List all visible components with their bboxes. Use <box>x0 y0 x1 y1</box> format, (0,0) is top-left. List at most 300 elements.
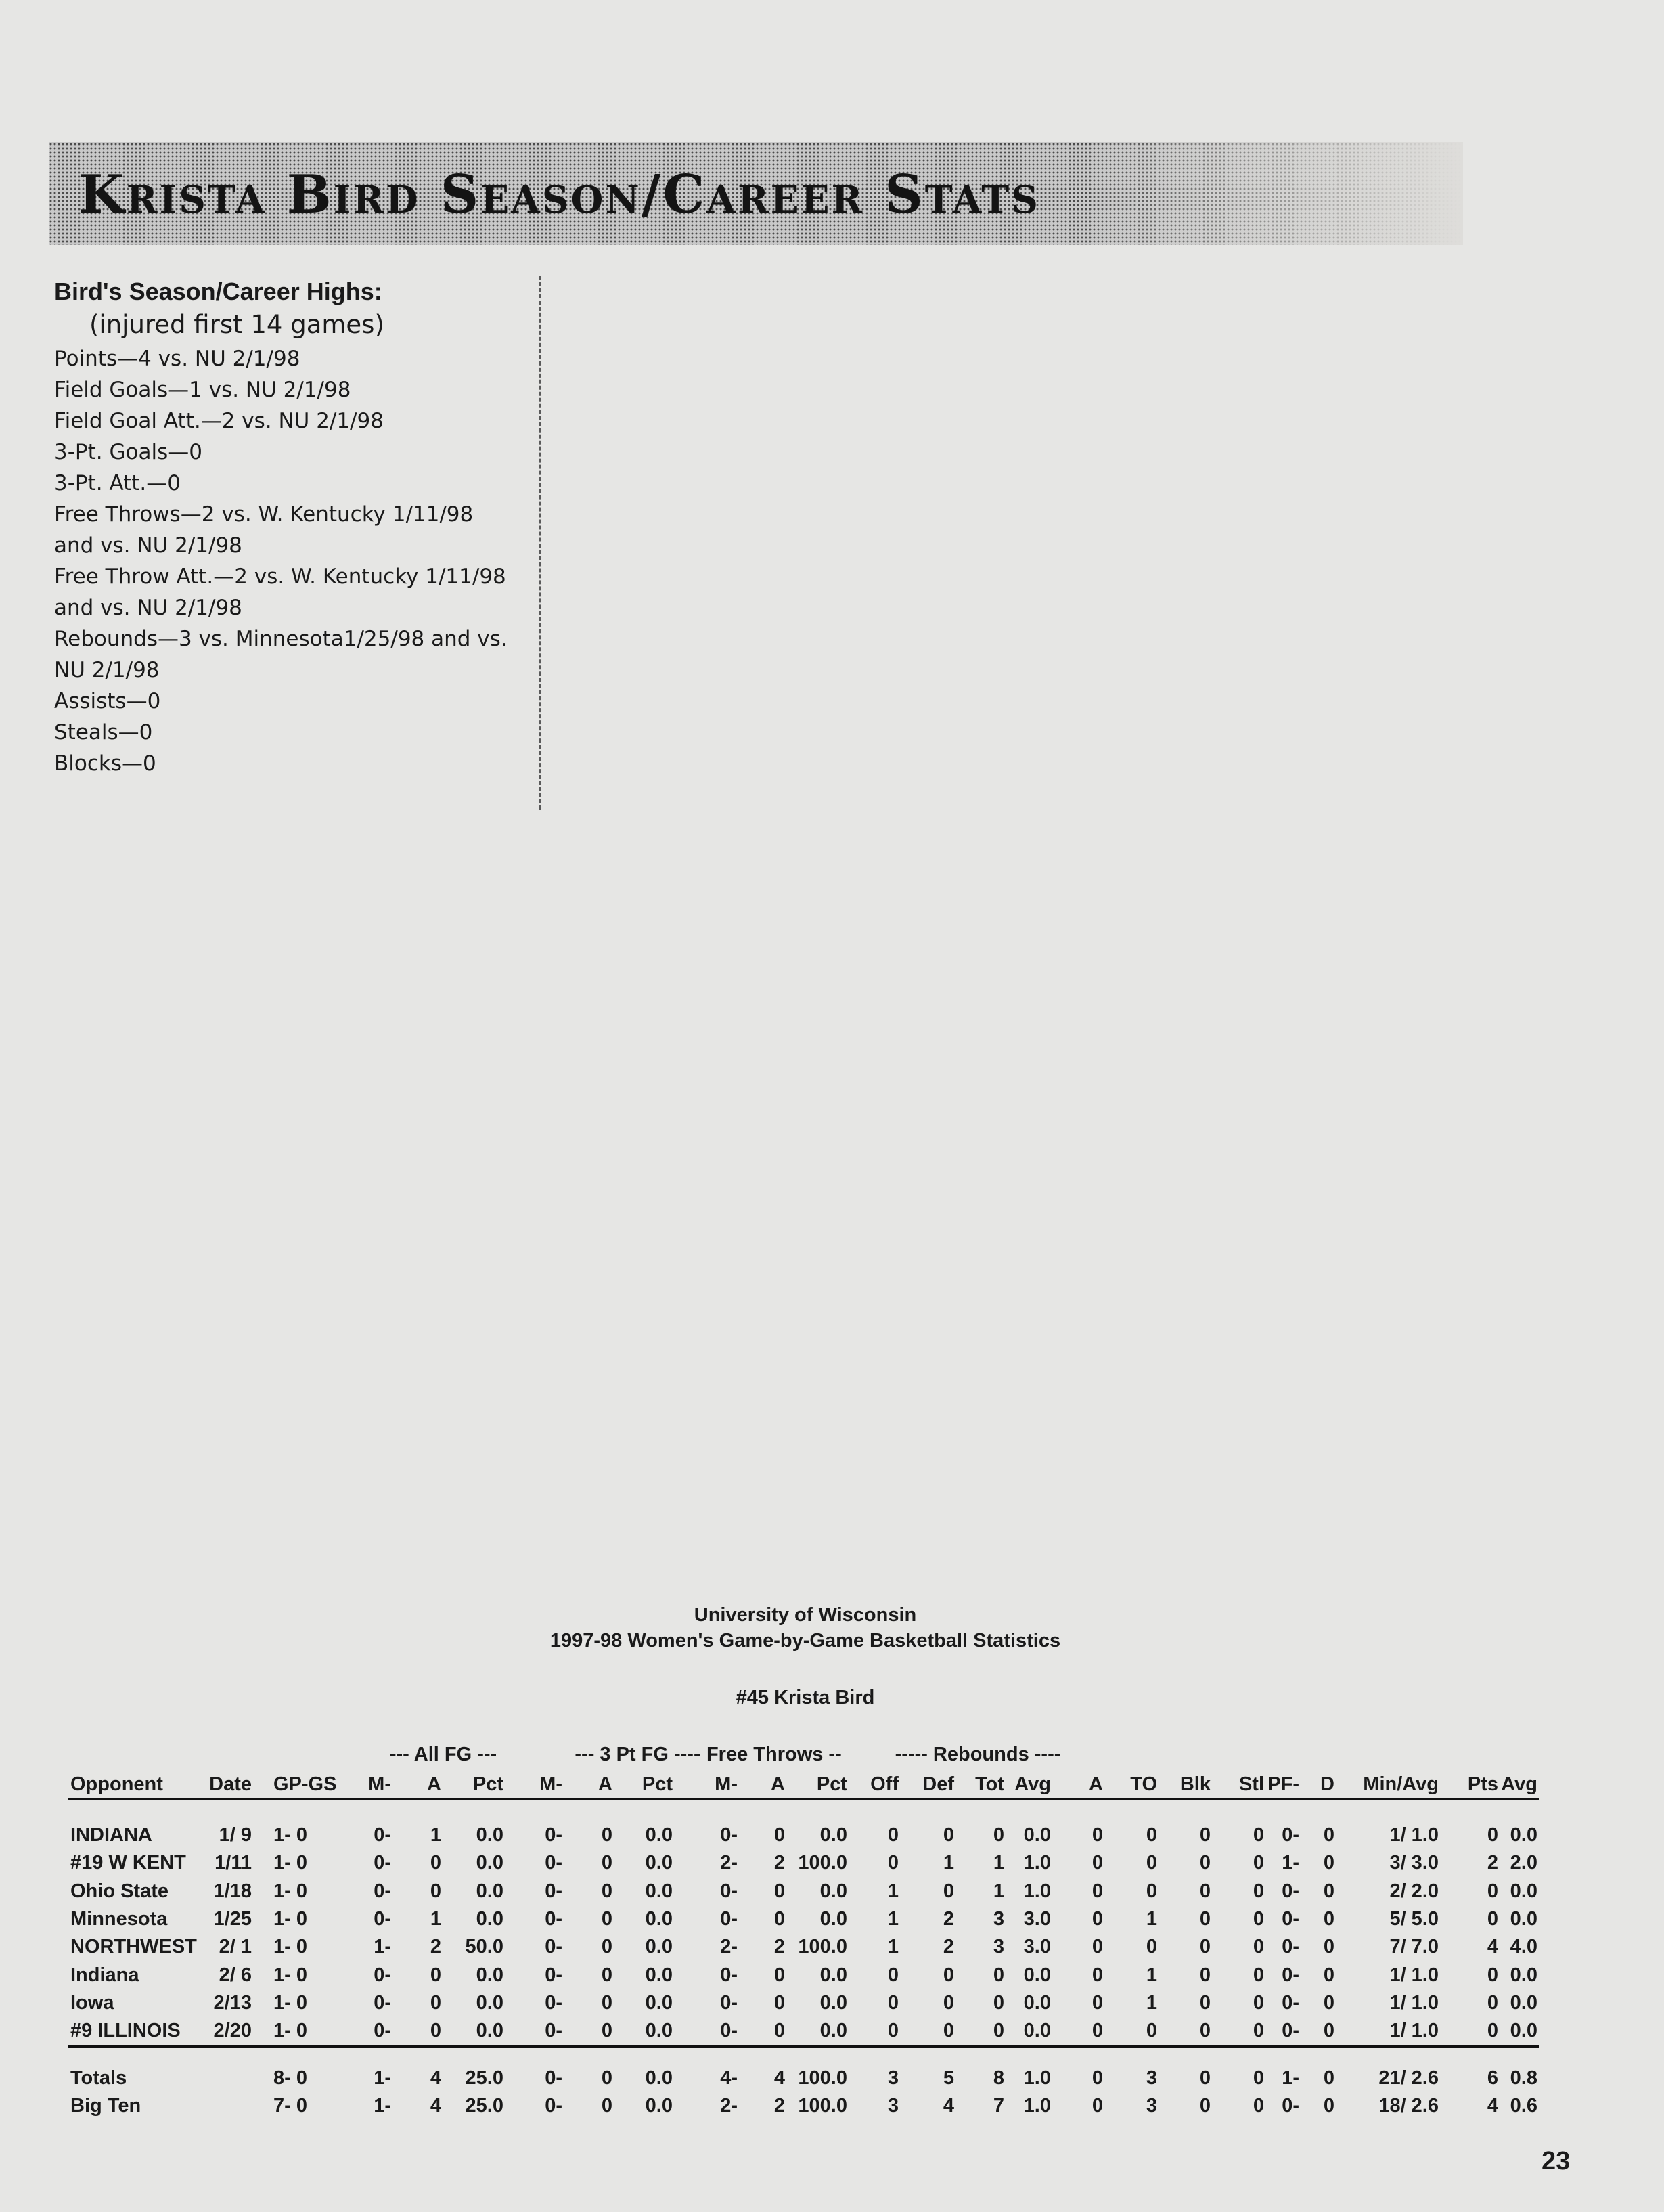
cell-reb-tot: 0 <box>993 1824 1004 1846</box>
cell-steals: 0 <box>1253 1880 1264 1902</box>
cell-date: 2/13 <box>213 1991 252 2014</box>
cell-reb-def: 1 <box>943 1852 954 1874</box>
cell-fouls: 1- <box>1282 1852 1299 1874</box>
cell-fg-pct: 0.0 <box>476 1907 503 1930</box>
cell-turnovers: 0 <box>1146 1936 1157 1958</box>
group-header: --- 3 Pt FG ---- <box>575 1744 700 1765</box>
cell-gp-gs: 1- 0 <box>273 1964 307 1986</box>
highs-line: Field Goal Att.—2 vs. NU 2/1/98 <box>54 409 384 433</box>
cell-turnovers: 0 <box>1146 2020 1157 2042</box>
cell-date: 2/ 1 <box>219 1936 252 1958</box>
cell-opponent: Big Ten <box>70 2095 141 2117</box>
cell-fouls: 1- <box>1282 2067 1299 2089</box>
cell-reb-def: 2 <box>943 1936 954 1958</box>
cell-points: 0 <box>1487 1880 1498 1902</box>
page-title: Krista Bird Season/Career Stats <box>78 164 1040 225</box>
cell-assists: 0 <box>1092 2095 1103 2117</box>
cell-opponent: INDIANA <box>70 1824 152 1846</box>
cell-blocks: 0 <box>1199 1991 1211 2014</box>
cell-ft-made: 0- <box>720 1907 738 1930</box>
cell-ft-pct: 0.0 <box>819 1824 847 1846</box>
title-banner <box>49 142 1463 245</box>
cell-reb-avg: 0.0 <box>1023 1964 1051 1986</box>
cell-turnovers: 3 <box>1146 2095 1157 2117</box>
cell-3pt-made: 0- <box>545 1824 562 1846</box>
cell-steals: 0 <box>1253 1964 1264 1986</box>
cell-reb-off: 0 <box>887 2020 899 2042</box>
banner-fade <box>1084 142 1463 245</box>
cell-ft-att: 0 <box>773 1964 785 1986</box>
cell-assists: 0 <box>1092 1936 1103 1958</box>
cell-points: 4 <box>1487 2095 1498 2117</box>
cell-3pt-made: 0- <box>545 1964 562 1986</box>
cell-reb-def: 0 <box>943 1991 954 2014</box>
cell-ft-pct: 100.0 <box>798 1852 847 1874</box>
cell-fg-att: 0 <box>430 1991 441 2014</box>
cell-disq: 0 <box>1323 2067 1334 2089</box>
cell-fg-pct: 0.0 <box>476 1880 503 1902</box>
cell-turnovers: 0 <box>1146 1824 1157 1846</box>
cell-reb-tot: 3 <box>993 1907 1004 1930</box>
cell-reb-def: 0 <box>943 1964 954 1986</box>
cell-3pt-made: 0- <box>545 2067 562 2089</box>
cell-assists: 0 <box>1092 1907 1103 1930</box>
cell-reb-avg: 0.0 <box>1023 1824 1051 1846</box>
cell-fg-pct: 0.0 <box>476 2020 503 2042</box>
cell-min-avg: 1/ 1.0 <box>1389 1964 1439 1986</box>
column-header-reb-tot: Tot <box>975 1773 1004 1795</box>
cell-3pt-pct: 0.0 <box>645 1964 673 1986</box>
cell-reb-off: 0 <box>887 1991 899 2014</box>
cell-reb-tot: 1 <box>993 1880 1004 1902</box>
cell-points: 0 <box>1487 2020 1498 2042</box>
cell-3pt-pct: 0.0 <box>645 1824 673 1846</box>
cell-fg-pct: 0.0 <box>476 1852 503 1874</box>
cell-fg-pct: 25.0 <box>465 2067 503 2089</box>
cell-fouls: 0- <box>1282 1880 1299 1902</box>
cell-steals: 0 <box>1253 1824 1264 1846</box>
cell-assists: 0 <box>1092 1964 1103 1986</box>
cell-ft-pct: 100.0 <box>798 2095 847 2117</box>
cell-fg-made: 0- <box>374 1991 391 2014</box>
column-header-opponent: Opponent <box>70 1773 163 1795</box>
cell-turnovers: 3 <box>1146 2067 1157 2089</box>
cell-3pt-att: 0 <box>601 2020 612 2042</box>
cell-fg-pct: 0.0 <box>476 1991 503 2014</box>
cell-reb-off: 0 <box>887 1964 899 1986</box>
cell-ft-made: 0- <box>720 2020 738 2042</box>
cell-min-avg: 1/ 1.0 <box>1389 1824 1439 1846</box>
cell-reb-off: 0 <box>887 1852 899 1874</box>
cell-date: 1/ 9 <box>219 1824 252 1846</box>
cell-3pt-pct: 0.0 <box>645 1880 673 1902</box>
cell-opponent: #19 W KENT <box>70 1852 186 1874</box>
cell-ft-made: 2- <box>720 1936 738 1958</box>
cell-3pt-att: 0 <box>601 1824 612 1846</box>
table-rule <box>68 1798 1539 1800</box>
cell-pts-avg: 0.6 <box>1510 2095 1537 2117</box>
cell-fouls: 0- <box>1282 1964 1299 1986</box>
column-header-fg-made: M- <box>368 1773 391 1795</box>
cell-fg-att: 1 <box>430 1824 441 1846</box>
column-header-reb-def: Def <box>922 1773 954 1795</box>
cell-assists: 0 <box>1092 1880 1103 1902</box>
cell-opponent: Minnesota <box>70 1907 168 1930</box>
cell-3pt-att: 0 <box>601 1936 612 1958</box>
cell-blocks: 0 <box>1199 2067 1211 2089</box>
cell-ft-att: 0 <box>773 2020 785 2042</box>
season-highs <box>54 278 528 779</box>
cell-ft-made: 0- <box>720 1991 738 2014</box>
page-number: 23 <box>1542 2147 1571 2175</box>
cell-gp-gs: 1- 0 <box>273 1824 307 1846</box>
cell-pts-avg: 0.0 <box>1510 1824 1537 1846</box>
cell-ft-pct: 0.0 <box>819 1991 847 2014</box>
cell-3pt-att: 0 <box>601 1880 612 1902</box>
cell-reb-avg: 0.0 <box>1023 1991 1051 2014</box>
cell-pts-avg: 0.0 <box>1510 1880 1537 1902</box>
cell-fg-made: 1- <box>374 2067 391 2089</box>
column-header-turnovers: TO <box>1130 1773 1157 1795</box>
cell-assists: 0 <box>1092 1991 1103 2014</box>
cell-3pt-pct: 0.0 <box>645 2020 673 2042</box>
cell-3pt-pct: 0.0 <box>645 1936 673 1958</box>
cell-ft-made: 4- <box>720 2067 738 2089</box>
cell-fouls: 0- <box>1282 2020 1299 2042</box>
cell-reb-off: 1 <box>887 1907 899 1930</box>
cell-gp-gs: 8- 0 <box>273 2067 307 2089</box>
cell-disq: 0 <box>1323 1991 1334 2014</box>
cell-turnovers: 1 <box>1146 1964 1157 1986</box>
cell-fouls: 0- <box>1282 1907 1299 1930</box>
cell-min-avg: 18/ 2.6 <box>1378 2095 1439 2117</box>
cell-steals: 0 <box>1253 2067 1264 2089</box>
cell-3pt-att: 0 <box>601 2095 612 2117</box>
cell-3pt-made: 0- <box>545 1880 562 1902</box>
cell-pts-avg: 2.0 <box>1510 1852 1537 1874</box>
cell-steals: 0 <box>1253 1991 1264 2014</box>
cell-points: 4 <box>1487 1936 1498 1958</box>
cell-pts-avg: 0.0 <box>1510 1991 1537 2014</box>
column-header-assists: A <box>1089 1773 1103 1795</box>
cell-fg-made: 0- <box>374 1964 391 1986</box>
cell-steals: 0 <box>1253 2095 1264 2117</box>
column-header-gp-gs: GP-GS <box>273 1773 337 1795</box>
column-header-fg-pct: Pct <box>472 1773 503 1795</box>
highs-list <box>54 343 528 779</box>
cell-opponent: NORTHWEST <box>70 1936 197 1958</box>
cell-ft-att: 0 <box>773 1907 785 1930</box>
cell-points: 0 <box>1487 1964 1498 1986</box>
cell-fg-made: 1- <box>374 2095 391 2117</box>
cell-fg-pct: 0.0 <box>476 1824 503 1846</box>
cell-blocks: 0 <box>1199 1852 1211 1874</box>
cell-fg-att: 4 <box>430 2067 441 2089</box>
group-header: - Free Throws -- <box>694 1744 842 1765</box>
cell-reb-def: 2 <box>943 1907 954 1930</box>
cell-reb-avg: 1.0 <box>1023 1880 1051 1902</box>
cell-3pt-att: 0 <box>601 1964 612 1986</box>
cell-fouls: 0- <box>1282 1936 1299 1958</box>
cell-3pt-att: 0 <box>601 1907 612 1930</box>
cell-fg-pct: 25.0 <box>465 2095 503 2117</box>
cell-disq: 0 <box>1323 1907 1334 1930</box>
cell-turnovers: 0 <box>1146 1852 1157 1874</box>
cell-ft-att: 2 <box>773 2095 785 2117</box>
cell-blocks: 0 <box>1199 1936 1211 1958</box>
highs-line: Steals—0 <box>54 720 153 745</box>
cell-date: 2/20 <box>213 2020 252 2042</box>
cell-opponent: Ohio State <box>70 1880 169 1902</box>
cell-3pt-att: 0 <box>601 2067 612 2089</box>
cell-3pt-made: 0- <box>545 1936 562 1958</box>
cell-3pt-made: 0- <box>545 2020 562 2042</box>
column-header-ft-made: M- <box>715 1773 738 1795</box>
cell-ft-made: 0- <box>720 1964 738 1986</box>
cell-opponent: Iowa <box>70 1991 114 2014</box>
cell-gp-gs: 1- 0 <box>273 2020 307 2042</box>
cell-reb-def: 0 <box>943 1880 954 1902</box>
column-header-pts-avg: Avg <box>1501 1773 1537 1795</box>
cell-min-avg: 2/ 2.0 <box>1389 1880 1439 1902</box>
cell-3pt-att: 0 <box>601 1852 612 1874</box>
highs-line: NU 2/1/98 <box>54 658 160 682</box>
cell-reb-avg: 1.0 <box>1023 2067 1051 2089</box>
cell-fouls: 0- <box>1282 1991 1299 2014</box>
cell-ft-made: 2- <box>720 2095 738 2117</box>
cell-reb-def: 4 <box>943 2095 954 2117</box>
cell-reb-tot: 1 <box>993 1852 1004 1874</box>
cell-ft-att: 2 <box>773 1852 785 1874</box>
highs-line: Free Throw Att.—2 vs. W. Kentucky 1/11/98 <box>54 565 506 589</box>
highs-line: and vs. NU 2/1/98 <box>54 596 242 620</box>
cell-blocks: 0 <box>1199 1907 1211 1930</box>
cell-fg-made: 0- <box>374 1852 391 1874</box>
cell-3pt-made: 0- <box>545 1852 562 1874</box>
cell-reb-avg: 1.0 <box>1023 2095 1051 2117</box>
cell-disq: 0 <box>1323 1852 1334 1874</box>
cell-ft-att: 0 <box>773 1824 785 1846</box>
cell-steals: 0 <box>1253 1907 1264 1930</box>
cell-assists: 0 <box>1092 1852 1103 1874</box>
cell-3pt-pct: 0.0 <box>645 2067 673 2089</box>
cell-assists: 0 <box>1092 1824 1103 1846</box>
cell-gp-gs: 1- 0 <box>273 1991 307 2014</box>
cell-reb-off: 0 <box>887 1824 899 1846</box>
cell-points: 0 <box>1487 1991 1498 2014</box>
cell-turnovers: 1 <box>1146 1907 1157 1930</box>
cell-ft-att: 4 <box>773 2067 785 2089</box>
cell-pts-avg: 4.0 <box>1510 1936 1537 1958</box>
column-header-3pt-att: A <box>598 1773 612 1795</box>
player-name: #45 Krista Bird <box>736 1687 875 1708</box>
cell-reb-avg: 3.0 <box>1023 1936 1051 1958</box>
cell-reb-def: 0 <box>943 2020 954 2042</box>
cell-ft-pct: 100.0 <box>798 1936 847 1958</box>
cell-ft-pct: 0.0 <box>819 1907 847 1930</box>
cell-disq: 0 <box>1323 1880 1334 1902</box>
highs-line: Rebounds—3 vs. Minnesota1/25/98 and vs. <box>54 627 508 651</box>
cell-ft-made: 0- <box>720 1824 738 1846</box>
cell-fg-att: 0 <box>430 2020 441 2042</box>
highs-note: (injured first 14 games) <box>89 310 384 339</box>
cell-steals: 0 <box>1253 1852 1264 1874</box>
column-divider <box>539 276 541 810</box>
cell-3pt-pct: 0.0 <box>645 1991 673 2014</box>
cell-reb-avg: 3.0 <box>1023 1907 1051 1930</box>
cell-date: 1/25 <box>213 1907 252 1930</box>
column-header-disq: D <box>1320 1773 1334 1795</box>
cell-3pt-made: 0- <box>545 1907 562 1930</box>
group-header: --- All FG --- <box>389 1744 497 1765</box>
cell-ft-att: 0 <box>773 1880 785 1902</box>
column-header-steals: Stl <box>1238 1773 1264 1795</box>
column-header-blocks: Blk <box>1179 1773 1211 1795</box>
cell-reb-off: 3 <box>887 2095 899 2117</box>
highs-line: Free Throws—2 vs. W. Kentucky 1/11/98 <box>54 502 474 527</box>
cell-pts-avg: 0.0 <box>1510 2020 1537 2042</box>
cell-ft-att: 2 <box>773 1936 785 1958</box>
cell-ft-pct: 0.0 <box>819 1964 847 1986</box>
cell-opponent: #9 ILLINOIS <box>70 2020 181 2042</box>
cell-fg-att: 0 <box>430 1964 441 1986</box>
highs-heading: Bird's Season/Career Highs: <box>54 278 382 305</box>
cell-min-avg: 1/ 1.0 <box>1389 2020 1439 2042</box>
cell-gp-gs: 1- 0 <box>273 1880 307 1902</box>
cell-disq: 0 <box>1323 1936 1334 1958</box>
cell-reb-tot: 0 <box>993 1964 1004 1986</box>
cell-pts-avg: 0.0 <box>1510 1907 1537 1930</box>
cell-steals: 0 <box>1253 2020 1264 2042</box>
cell-blocks: 0 <box>1199 2095 1211 2117</box>
cell-3pt-pct: 0.0 <box>645 1852 673 1874</box>
cell-3pt-pct: 0.0 <box>645 1907 673 1930</box>
cell-fg-att: 4 <box>430 2095 441 2117</box>
highs-line: 3-Pt. Att.—0 <box>54 471 181 495</box>
cell-3pt-made: 0- <box>545 1991 562 2014</box>
stats-title: 1997-98 Women's Game-by-Game Basketball Statistics <box>549 1630 1061 1652</box>
cell-points: 6 <box>1487 2067 1498 2089</box>
column-header-ft-pct: Pct <box>816 1773 847 1795</box>
cell-disq: 0 <box>1323 1824 1334 1846</box>
cell-min-avg: 7/ 7.0 <box>1389 1936 1439 1958</box>
cell-reb-tot: 0 <box>993 1991 1004 2014</box>
cell-pts-avg: 0.0 <box>1510 1964 1537 1986</box>
cell-reb-def: 5 <box>943 2067 954 2089</box>
column-header-points: Pts <box>1467 1773 1498 1795</box>
cell-blocks: 0 <box>1199 1964 1211 1986</box>
cell-assists: 0 <box>1092 2067 1103 2089</box>
cell-reb-off: 1 <box>887 1880 899 1902</box>
cell-ft-made: 0- <box>720 1880 738 1902</box>
column-header-3pt-made: M- <box>539 1773 562 1795</box>
cell-turnovers: 1 <box>1146 1991 1157 2014</box>
group-header: ----- Rebounds ---- <box>895 1744 1061 1765</box>
cell-fouls: 0- <box>1282 1824 1299 1846</box>
cell-min-avg: 21/ 2.6 <box>1378 2067 1439 2089</box>
cell-reb-off: 3 <box>887 2067 899 2089</box>
column-header-3pt-pct: Pct <box>642 1773 673 1795</box>
highs-line: and vs. NU 2/1/98 <box>54 533 242 558</box>
highs-line: Assists—0 <box>54 689 161 713</box>
cell-blocks: 0 <box>1199 1880 1211 1902</box>
cell-fg-att: 2 <box>430 1936 441 1958</box>
cell-ft-pct: 0.0 <box>819 2020 847 2042</box>
cell-assists: 0 <box>1092 2020 1103 2042</box>
cell-points: 2 <box>1487 1852 1498 1874</box>
cell-ft-att: 0 <box>773 1991 785 2014</box>
cell-fg-made: 1- <box>374 1936 391 1958</box>
cell-date: 1/11 <box>215 1852 252 1874</box>
cell-fg-att: 1 <box>430 1907 441 1930</box>
cell-opponent: Indiana <box>70 1964 139 1986</box>
cell-reb-tot: 8 <box>993 2067 1004 2089</box>
column-header-reb-off: Off <box>870 1773 899 1795</box>
cell-min-avg: 3/ 3.0 <box>1389 1852 1439 1874</box>
cell-ft-pct: 0.0 <box>819 1880 847 1902</box>
column-header-min-avg: Min/Avg <box>1363 1773 1439 1795</box>
cell-date: 2/ 6 <box>219 1964 252 1986</box>
cell-disq: 0 <box>1323 2020 1334 2042</box>
column-header-reb-avg: Avg <box>1014 1773 1051 1795</box>
cell-fg-made: 0- <box>374 2020 391 2042</box>
cell-points: 0 <box>1487 1824 1498 1846</box>
cell-reb-def: 0 <box>943 1824 954 1846</box>
column-header-fouls: PF- <box>1267 1773 1299 1795</box>
cell-opponent: Totals <box>70 2067 127 2089</box>
cell-points: 0 <box>1487 1907 1498 1930</box>
table-rule <box>68 2045 1539 2048</box>
cell-ft-pct: 100.0 <box>798 2067 847 2089</box>
cell-fg-att: 0 <box>430 1880 441 1902</box>
column-header-date: Date <box>209 1773 252 1795</box>
cell-blocks: 0 <box>1199 1824 1211 1846</box>
cell-disq: 0 <box>1323 2095 1334 2117</box>
highs-line: Points—4 vs. NU 2/1/98 <box>54 347 300 371</box>
cell-min-avg: 5/ 5.0 <box>1389 1907 1439 1930</box>
highs-line: 3-Pt. Goals—0 <box>54 440 202 464</box>
cell-fg-att: 0 <box>430 1852 441 1874</box>
cell-pts-avg: 0.8 <box>1510 2067 1537 2089</box>
column-header-fg-att: A <box>427 1773 441 1795</box>
cell-fg-made: 0- <box>374 1824 391 1846</box>
cell-3pt-made: 0- <box>545 2095 562 2117</box>
cell-reb-tot: 0 <box>993 2020 1004 2042</box>
cell-gp-gs: 1- 0 <box>273 1852 307 1874</box>
cell-blocks: 0 <box>1199 2020 1211 2042</box>
cell-fg-pct: 0.0 <box>476 1964 503 1986</box>
cell-3pt-att: 0 <box>601 1991 612 2014</box>
highs-line: Blocks—0 <box>54 751 156 776</box>
cell-reb-tot: 7 <box>993 2095 1004 2117</box>
cell-turnovers: 0 <box>1146 1880 1157 1902</box>
cell-fg-pct: 50.0 <box>465 1936 503 1958</box>
cell-fg-made: 0- <box>374 1907 391 1930</box>
cell-steals: 0 <box>1253 1936 1264 1958</box>
column-header-ft-att: A <box>771 1773 785 1795</box>
cell-gp-gs: 1- 0 <box>273 1907 307 1930</box>
school-name: University of Wisconsin <box>694 1604 917 1626</box>
cell-reb-tot: 3 <box>993 1936 1004 1958</box>
cell-min-avg: 1/ 1.0 <box>1389 1991 1439 2014</box>
cell-reb-avg: 1.0 <box>1023 1852 1051 1874</box>
cell-date: 1/18 <box>213 1880 252 1902</box>
cell-ft-made: 2- <box>720 1852 738 1874</box>
cell-reb-off: 1 <box>887 1936 899 1958</box>
cell-3pt-pct: 0.0 <box>645 2095 673 2117</box>
cell-reb-avg: 0.0 <box>1023 2020 1051 2042</box>
cell-gp-gs: 7- 0 <box>273 2095 307 2117</box>
